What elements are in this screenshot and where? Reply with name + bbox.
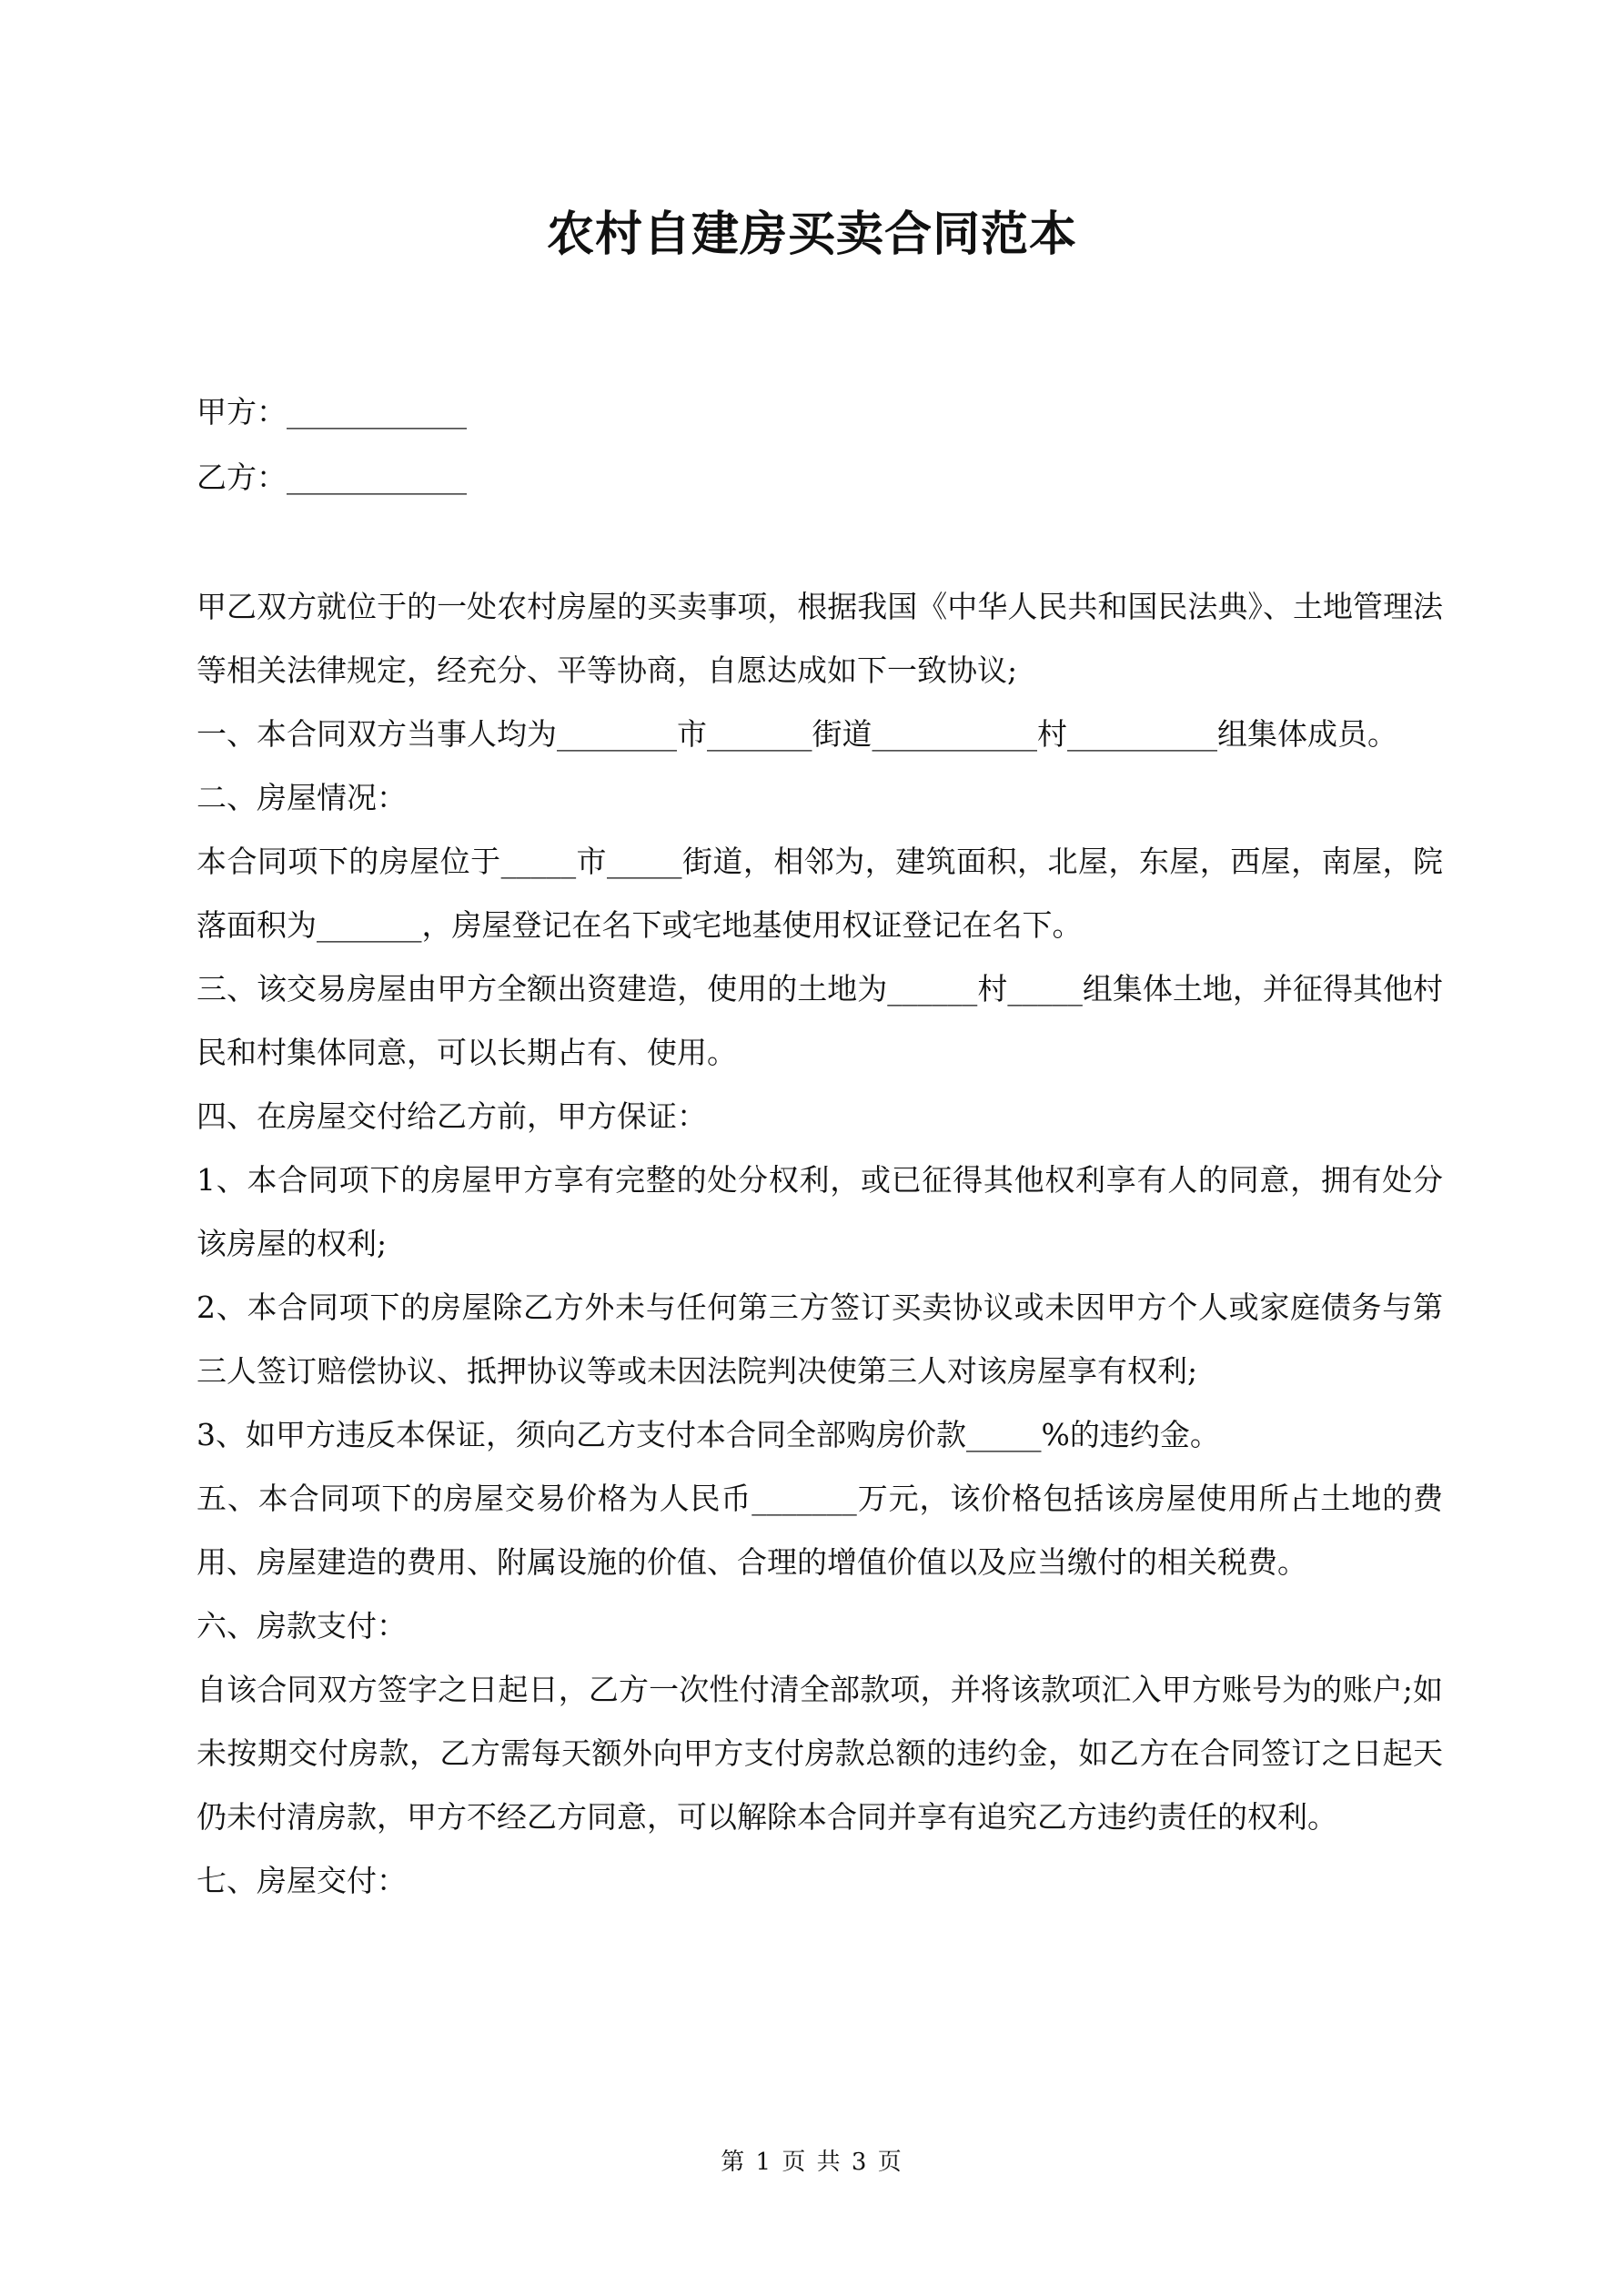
paragraph-house-details: 本合同项下的房屋位于_____市_____街道，相邻为，建筑面积，北屋，东屋，西屋，南屋，院落面积为_______，房屋登记在名下或宅地基使用权证登记在名下。 [197, 844, 1443, 943]
paragraph-guarantee-2: 2、本合同项下的房屋除乙方外未与任何第三方签订买卖协议或未因甲方个人或家庭债务与第三人签订赔偿协议、抵押协议等或未因法院判决使第三人对该房屋享有权利; [197, 1290, 1443, 1389]
paragraph-clause-1: 一、本合同双方当事人均为________市_______街道___________村__________组集体成员。 [197, 716, 1397, 752]
paragraph-clause-6-heading: 六、房款支付： [197, 1608, 407, 1644]
party-b-line: 乙方：____________ [197, 460, 467, 495]
paragraph-intro: 甲乙双方就位于的一处农村房屋的买卖事项，根据我国《中华人民共和国民法典》、土地管理法等相关法律规定，经充分、平等协商，自愿达成如下一致协议; [197, 589, 1443, 688]
paragraph-clause-4-heading: 四、在房屋交付给乙方前，甲方保证： [197, 1098, 707, 1134]
party-a-line: 甲方：____________ [197, 394, 467, 430]
paragraph-payment: 自该合同双方签字之日起日，乙方一次性付清全部款项，并将该款项汇入甲方账号为的账户;如未按期交付房款，乙方需每天额外向甲方支付房款总额的违约金，如乙方在合同签订之日起天仍未付清房款，甲方不经乙方同意，可以解除本合同并享有追究乙方违约责任的权利。 [197, 1672, 1443, 1835]
paragraph-clause-7-heading: 七、房屋交付： [197, 1863, 407, 1898]
contract-body [197, 575, 1443, 1913]
page-footer: 第 1 页 共 3 页 [721, 2149, 903, 2176]
paragraph-clause-2-heading: 二、房屋情况： [197, 780, 407, 815]
paragraph-clause-5: 五、本合同项下的房屋交易价格为人民币_______万元，该价格包括该房屋使用所占土地的费用、房屋建造的费用、附属设施的价值、合理的增值价值以及应当缴付的相关税费。 [197, 1481, 1443, 1580]
paragraph-guarantee-3: 3、如甲方违反本保证，须向乙方支付本合同全部购房价款_____%的违约金。 [197, 1417, 1220, 1452]
document-title: 农村自建房买卖合同范本 [546, 207, 1077, 262]
paragraph-clause-3: 三、该交易房屋由甲方全额出资建造，使用的土地为______村_____组集体土地，并征得其他村民和村集体同意，可以长期占有、使用。 [197, 971, 1443, 1070]
paragraph-guarantee-1: 1、本合同项下的房屋甲方享有完整的处分权利，或已征得其他权利享有人的同意，拥有处分该房屋的权利; [197, 1162, 1443, 1261]
